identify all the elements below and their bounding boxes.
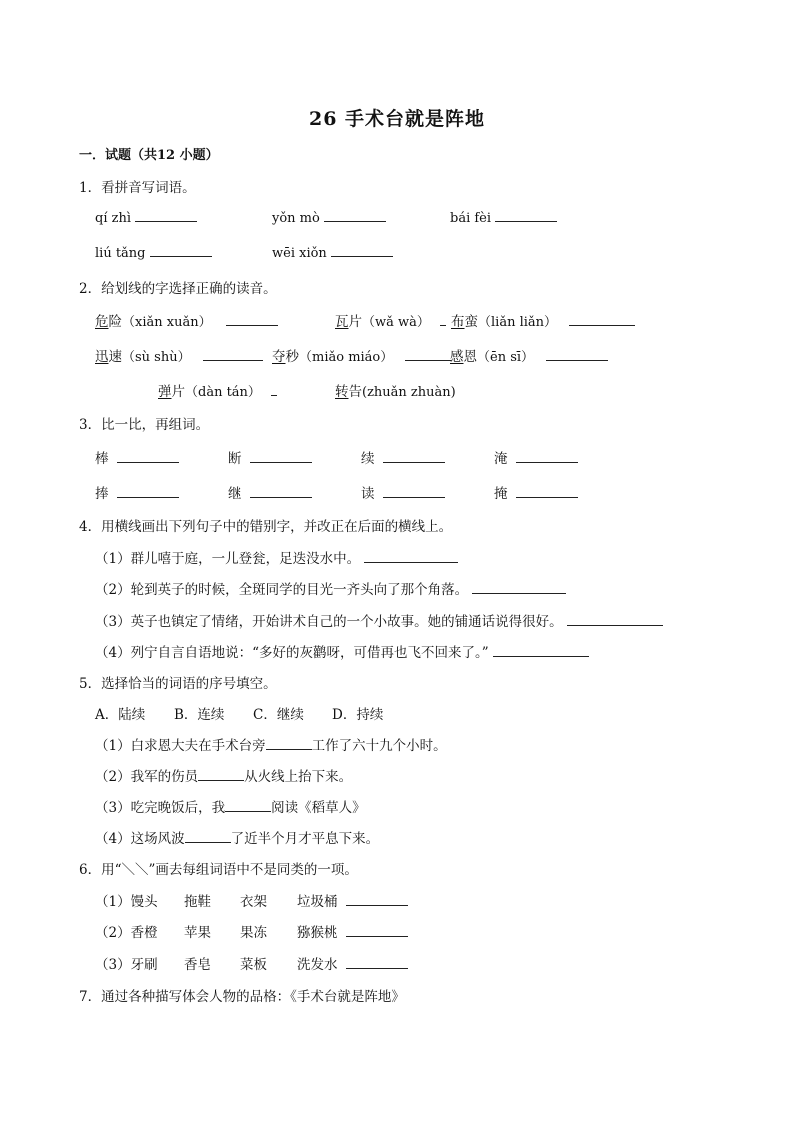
reading-item: 迅速（sù shù） bbox=[95, 345, 263, 365]
pinyin-item: qí zhì bbox=[95, 208, 197, 226]
word-group-item: 洗发水 bbox=[297, 953, 408, 973]
answer-blank[interactable] bbox=[440, 312, 446, 326]
answer-blank[interactable] bbox=[271, 382, 277, 396]
answer-blank[interactable] bbox=[567, 612, 663, 626]
fill-item: （1）白求恩大夫在手术台旁 工作了六十九个小时。 bbox=[95, 738, 447, 754]
reading-item: 弹片（dàn tán） bbox=[158, 380, 277, 400]
word-group-item: 猕猴桃 bbox=[297, 921, 408, 941]
sentence-item: （2）轮到英子的时候，全斑同学的目光一齐头向了那个角落。 bbox=[95, 578, 566, 598]
fill-item: （3）吃完晚饭后，我 阅读《稻草人》 bbox=[95, 800, 366, 816]
word-item: 淹 bbox=[494, 447, 578, 467]
question-5-stem: 5．选择恰当的词语的序号填空。 bbox=[79, 676, 277, 692]
word-item: 捧 bbox=[95, 482, 179, 502]
pinyin-item: yǒn mò bbox=[272, 208, 386, 226]
pinyin-item: bái fèi bbox=[450, 208, 557, 226]
answer-blank[interactable] bbox=[346, 955, 408, 969]
sentence-item: （1）群儿嘻于庭，一儿登瓮，足迭没水中。 bbox=[95, 547, 458, 567]
word-group-item: 垃圾桶 bbox=[297, 890, 408, 910]
word-group-row: （2）香橙 bbox=[95, 925, 158, 941]
word-group-item: 衣架 bbox=[240, 894, 267, 910]
section-heading: 一．试题（共12 小题） bbox=[79, 148, 219, 163]
choice-option: C．继续 bbox=[253, 707, 304, 723]
answer-blank[interactable] bbox=[266, 736, 312, 750]
answer-blank[interactable] bbox=[250, 449, 312, 463]
question-6-stem: 6．用“＼＼”画去每组词语中不是同类的一项。 bbox=[79, 862, 358, 878]
word-group-item: 拖鞋 bbox=[184, 894, 211, 910]
answer-blank[interactable] bbox=[472, 580, 566, 594]
answer-blank[interactable] bbox=[493, 643, 589, 657]
word-item: 读 bbox=[361, 482, 445, 502]
reading-item: 瓦片（wǎ wà） bbox=[335, 310, 446, 330]
reading-item: 危险（xiǎn xuǎn） bbox=[95, 310, 278, 330]
answer-blank[interactable] bbox=[516, 484, 578, 498]
word-group-row: （3）牙刷 bbox=[95, 957, 158, 973]
question-2-stem: 2．给划线的字选择正确的读音。 bbox=[79, 281, 277, 297]
answer-blank[interactable] bbox=[405, 347, 451, 361]
pinyin-item: wēi xiǒn bbox=[272, 243, 393, 261]
word-group-item: 果冻 bbox=[240, 925, 267, 941]
reading-item: 布蛮（liǎn liǎn） bbox=[451, 310, 635, 330]
word-item: 棒 bbox=[95, 447, 179, 467]
page-title: 26 手术台就是阵地 bbox=[308, 108, 486, 130]
answer-blank[interactable] bbox=[546, 347, 608, 361]
answer-blank[interactable] bbox=[198, 767, 244, 781]
choice-option: A．陆续 bbox=[95, 707, 146, 723]
answer-blank[interactable] bbox=[226, 312, 278, 326]
word-item: 续 bbox=[361, 447, 445, 467]
word-group-item: 菜板 bbox=[240, 957, 267, 973]
reading-item: 转告(zhuǎn zhuàn) bbox=[335, 384, 456, 400]
answer-blank[interactable] bbox=[569, 312, 635, 326]
answer-blank[interactable] bbox=[495, 208, 557, 222]
fill-item: （4）这场风波 了近半个月才平息下来。 bbox=[95, 831, 380, 847]
reading-item: 感恩（ēn sī） bbox=[450, 345, 608, 365]
answer-blank[interactable] bbox=[346, 892, 408, 906]
answer-blank[interactable] bbox=[364, 549, 458, 563]
answer-blank[interactable] bbox=[117, 484, 179, 498]
answer-blank[interactable] bbox=[516, 449, 578, 463]
answer-blank[interactable] bbox=[324, 208, 386, 222]
choice-option: D．持续 bbox=[332, 707, 384, 723]
fill-item: （2）我军的伤员 从火线上抬下来。 bbox=[95, 769, 353, 785]
word-item: 继 bbox=[228, 482, 312, 502]
answer-blank[interactable] bbox=[331, 243, 393, 257]
word-group-item: 苹果 bbox=[184, 925, 211, 941]
answer-blank[interactable] bbox=[117, 449, 179, 463]
choice-option: B．连续 bbox=[174, 707, 225, 723]
pinyin-item: liú tǎng bbox=[95, 243, 212, 261]
answer-blank[interactable] bbox=[346, 923, 408, 937]
answer-blank[interactable] bbox=[185, 829, 231, 843]
answer-blank[interactable] bbox=[135, 208, 197, 222]
sentence-item: （3）英子也镇定了情绪，开始讲术自己的一个小故事。她的铺通话说得很好。 bbox=[95, 610, 663, 630]
question-4-stem: 4．用横线画出下列句子中的错别字，并改正在后面的横线上。 bbox=[79, 519, 453, 535]
question-3-stem: 3．比一比，再组词。 bbox=[79, 417, 210, 433]
answer-blank[interactable] bbox=[150, 243, 212, 257]
sentence-item: （4）列宁自言自语地说：“多好的灰鹳呀，可借再也飞不回来了。” bbox=[95, 641, 589, 661]
question-1-stem: 1．看拼音写词语。 bbox=[79, 180, 196, 196]
word-group-row: （1）馒头 bbox=[95, 894, 158, 910]
word-item: 掩 bbox=[494, 482, 578, 502]
question-7-stem: 7．通过各种描写体会人物的品格：《手术台就是阵地》 bbox=[79, 989, 405, 1005]
answer-blank[interactable] bbox=[383, 449, 445, 463]
word-item: 断 bbox=[228, 447, 312, 467]
answer-blank[interactable] bbox=[203, 347, 263, 361]
word-group-item: 香皂 bbox=[184, 957, 211, 973]
answer-blank[interactable] bbox=[225, 798, 271, 812]
answer-blank[interactable] bbox=[383, 484, 445, 498]
answer-blank[interactable] bbox=[250, 484, 312, 498]
reading-item: 夺秒（miǎo miáo） bbox=[272, 345, 451, 365]
